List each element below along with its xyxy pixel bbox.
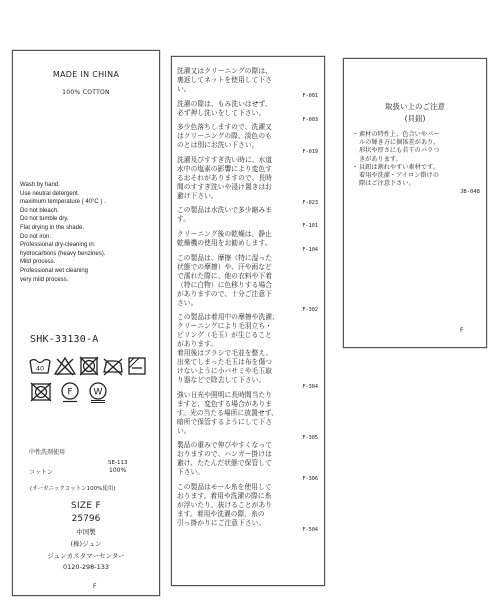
wash-line: Professional wet cleaning xyxy=(20,267,89,274)
caution-item xyxy=(352,164,480,189)
caution-line: 貝鈕は割れやすい素材です。 xyxy=(359,163,439,171)
product-number: 25796 xyxy=(71,514,101,524)
label-title: 取扱い上のご注意 xyxy=(385,102,445,111)
size-label: SIZE F xyxy=(70,501,102,511)
care-note-code: F-302 xyxy=(302,306,318,313)
care-note-line: この製品はモール糸を使用して xyxy=(177,482,272,491)
care-note xyxy=(177,254,319,314)
care-note-line: ます。着用や洗濯の際、糸の xyxy=(177,509,265,518)
customer-center: ジュンカスタマーセンター xyxy=(47,552,125,560)
bullet-mark: ・ xyxy=(352,131,359,138)
wash-line: Use neutral detergent. xyxy=(20,190,80,197)
care-note-line: のとは別にお洗い下さい。 xyxy=(177,141,259,150)
se-code: SE-113 xyxy=(108,460,128,466)
organic-note: (オーガニックコットン100%使用) xyxy=(30,486,116,492)
care-symbols-row-2 xyxy=(29,381,109,403)
care-note-line: この製品は、摩擦（特に湿った xyxy=(177,253,273,262)
wash-line: Flat drying in the shade. xyxy=(20,224,85,231)
care-note-line: 製品の重みで伸びやすくなって xyxy=(177,441,273,450)
bullet-mark: ・ xyxy=(352,163,359,171)
care-note-line: クリーニング後の乾燥は、静止 xyxy=(177,229,272,238)
caution-list xyxy=(352,131,480,197)
made-in-jp: 中国製 xyxy=(76,528,96,536)
caution-line: 際はご注意下さい。 xyxy=(359,180,415,188)
dry-clean-f-icon xyxy=(59,381,81,403)
care-note-line: 多少色落ちしますので、洗濯又 xyxy=(177,123,272,132)
wash-line: Do not tumble dry. xyxy=(20,216,69,223)
care-note-code: F-104 xyxy=(302,246,318,253)
care-note-line: この製品は水洗いで多少縮みま xyxy=(177,206,273,215)
product-code: SHK-33130-A xyxy=(30,334,99,345)
care-note xyxy=(177,100,319,124)
care-note-line: けないように小バサミや毛玉取 xyxy=(177,367,273,376)
label-subtitle: (貝鈕) xyxy=(404,114,426,123)
care-note-line: （特に白物）に色移りする場合 xyxy=(177,280,273,289)
care-note-line: さい。 xyxy=(177,298,198,307)
caution-line: 素材の特性上、色合いやパー xyxy=(359,131,440,138)
care-note-code: F-023 xyxy=(302,199,318,206)
fiber-name-jp: コットン xyxy=(29,469,53,476)
caution-line: きがあります。 xyxy=(359,155,402,163)
care-note-line: 強い日光や照明に長時間当たり xyxy=(177,390,273,399)
care-note-line: この製品は着用中の摩擦や洗濯、 xyxy=(177,313,279,322)
care-label-notes xyxy=(171,56,325,586)
care-note-line: 乾燥機の使用をお勧めします。 xyxy=(177,238,272,247)
company-name: (株)ジュン xyxy=(70,540,102,548)
care-note xyxy=(177,123,319,156)
care-note-line: 間のすすぎ洗いや浸け置きはお xyxy=(177,182,273,191)
care-note-line: はクリーニングの際、淡色のも xyxy=(177,132,272,141)
care-symbols-row-1 xyxy=(29,356,147,376)
fiber-content-en: 100% COTTON xyxy=(62,89,110,96)
care-note-line: い。 xyxy=(177,85,191,93)
care-label-main xyxy=(12,50,160,596)
care-note-line: で濡れた際に、他の衣料や下着 xyxy=(177,271,273,280)
care-note-line: 下さい。 xyxy=(177,468,205,477)
care-note-line: が浮いたり、抜けることがあり xyxy=(177,500,273,509)
wash-instructions-en xyxy=(20,181,106,284)
care-note-line: い。 xyxy=(177,426,191,435)
care-note-code: F-306 xyxy=(302,476,318,483)
wash-line: Mild process. xyxy=(20,259,56,266)
wet-clean-w-icon xyxy=(87,381,109,403)
care-note-line: 避け、たたんだ状態で保管して xyxy=(177,459,272,468)
neutral-detergent-note: 中性洗剤使用 xyxy=(29,449,66,456)
caution-line: 着用や洗濯・アイロン掛けの xyxy=(359,172,439,180)
care-note xyxy=(177,206,319,230)
no-bleach-icon xyxy=(54,356,76,376)
wash-line: maximum temperature ( 40°C ) . xyxy=(20,199,106,206)
care-note-line: ますと、変色する場合がありま xyxy=(177,399,273,408)
caution-item xyxy=(352,131,480,164)
wash-temp-label: 40 xyxy=(35,364,45,373)
care-note xyxy=(177,313,319,391)
care-note-line: るおそれがありますので、長時 xyxy=(177,173,272,182)
wash-line: hydrocarbons (heavy benzines). xyxy=(20,250,106,257)
care-note-line: 暗所で保管するようにして下さ xyxy=(177,417,273,426)
care-note-line: 状態での摩擦）や、汗や雨など xyxy=(177,262,272,271)
wash-line: Wash by hand. xyxy=(20,182,60,188)
care-note-line: がありますので、十分ご注意下 xyxy=(177,289,272,298)
care-note-code: F-019 xyxy=(302,149,318,156)
no-tumble-dry-icon xyxy=(29,381,53,403)
care-note-line: 出来てしまった毛玉は布を傷つ xyxy=(177,358,273,367)
care-note xyxy=(177,156,319,207)
care-note xyxy=(177,67,319,100)
care-note-line: があります。 xyxy=(177,340,218,349)
care-note-code: F-003 xyxy=(302,116,318,123)
no-tumble-dry-icon xyxy=(79,356,99,376)
caution-line: 形状や厚さにも若干のバラつ xyxy=(359,147,440,155)
hand-wash-40-icon xyxy=(29,356,51,376)
button-care-label xyxy=(343,58,487,348)
care-note-line: 着用後はブラシで毛並を整え、 xyxy=(177,349,273,358)
care-note-line: 裏返してネットを使用して下さ xyxy=(177,76,273,84)
caution-line: ルの輝き方に個体差があり、 xyxy=(359,139,440,147)
care-note-line: 洗濯及びすすぎ洗い時に、水道 xyxy=(177,155,273,164)
care-note xyxy=(177,483,319,534)
care-note-line: す。 xyxy=(177,215,191,224)
care-note xyxy=(177,391,319,442)
made-in-label: MADE IN CHINA xyxy=(52,70,120,79)
wet-clean-letter: W xyxy=(93,387,103,398)
care-note-code: F-101 xyxy=(302,223,318,230)
care-note xyxy=(177,230,319,254)
care-note xyxy=(177,441,319,483)
care-note-line: り器などで除去して下さい。 xyxy=(177,376,266,385)
tag-letter: F xyxy=(460,327,464,334)
dry-clean-letter: F xyxy=(67,387,73,398)
flat-dry-shade-icon xyxy=(127,356,147,376)
care-note-code: F-304 xyxy=(302,384,318,391)
care-note-line: 避け下さい。 xyxy=(177,191,218,200)
wash-line: Professional dry-cleaning in: xyxy=(20,242,96,249)
tag-letter: F xyxy=(93,583,97,590)
wash-line: Do not bleach. xyxy=(20,207,59,214)
care-note-line: おります。着用や洗濯の際に糸 xyxy=(177,491,272,500)
care-note-line: 必ず押し洗いをして下さい。 xyxy=(177,108,266,117)
do-not-iron-icon xyxy=(102,356,124,376)
care-note-code: F-001 xyxy=(302,93,318,99)
care-notes-list xyxy=(177,67,319,534)
care-note-line: おりますので、ハンガー掛けは xyxy=(177,450,272,459)
care-note-line: クリーニングにより毛羽立ち・ xyxy=(177,322,272,331)
phone-number: 0120-298-133 xyxy=(62,563,110,571)
care-note-line: 洗濯又はクリーニングの際は、 xyxy=(177,67,272,75)
fiber-percent: 100% xyxy=(109,467,127,474)
care-note-line: 引っ掛かりにご注意下さい。 xyxy=(177,518,266,527)
care-note-code: F-305 xyxy=(302,434,318,441)
label-code: JB-048 xyxy=(460,189,480,196)
care-note-line: 水中の塩素の影響により変色す xyxy=(177,164,273,173)
care-note-line: 洗濯の際は、もみ洗いはせず、 xyxy=(177,99,272,108)
wash-line: Do not iron. xyxy=(20,233,52,240)
care-note-line: す。光の当たる場所に放置せず、 xyxy=(177,408,278,417)
care-note-line: ピリング（毛玉）が生じること xyxy=(177,331,272,340)
care-note-code: F-504 xyxy=(302,526,318,533)
wash-line: very mild process. xyxy=(20,276,69,283)
